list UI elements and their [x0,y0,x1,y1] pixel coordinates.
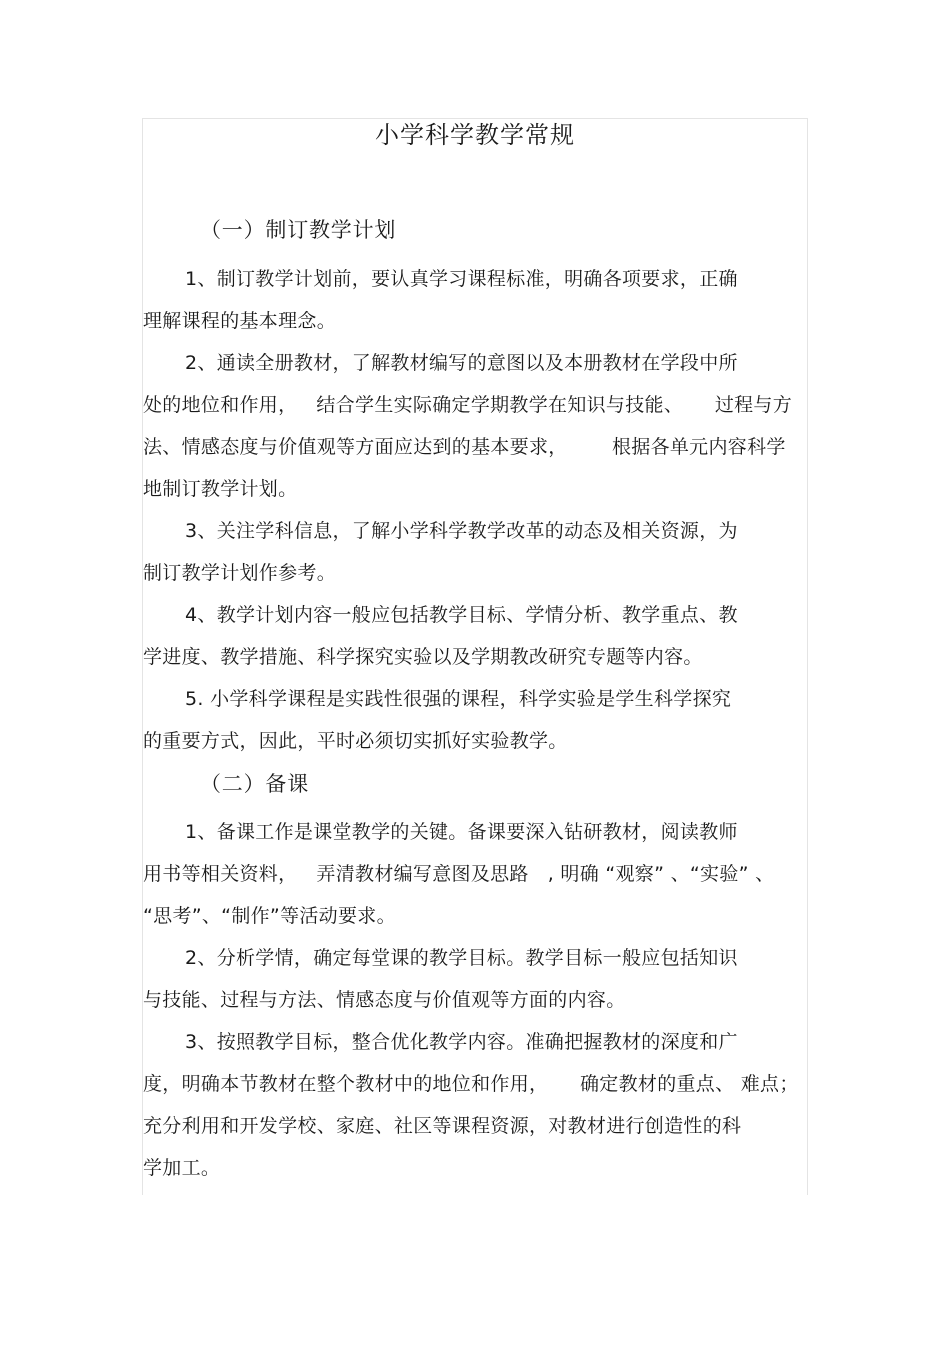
paragraph-line: 地制订教学计划。 [143,478,298,500]
paragraph-line: 的重要方式，因此，平时必须切实抓好实验教学。 [143,730,568,752]
paragraph-line: 学加工。 [143,1157,221,1179]
paragraph-line: 处的地位和作用， 结合学生实际确定学期教学在知识与技能、 过程与方 [143,394,793,416]
paragraph-line: 2、通读全册教材，了解教材编写的意图以及本册教材在学段中所 [185,352,738,374]
paragraph-line: 4、教学计划内容一般应包括教学目标、学情分析、教学重点、教 [185,604,738,626]
paragraph-line: 1、备课工作是课堂教学的关键。备课要深入钻研教材，阅读教师 [185,821,738,843]
paragraph-line: 2、分析学情，确定每堂课的教学目标。教学目标一般应包括知识 [185,947,738,969]
paragraph-line: 度，明确本节教材在整个教材中的地位和作用， 确定教材的重点、 难点； [143,1073,799,1095]
paragraph-line: 用书等相关资料， 弄清教材编写意图及思路 , 明确 “观察” 、“实验” 、 [143,863,775,885]
paragraph-line: 制订教学计划作参考。 [143,562,337,584]
paragraph-line: 充分利用和开发学校、家庭、社区等课程资源，对教材进行创造性的科 [143,1115,742,1137]
document-title: 小学科学教学常规 [375,121,575,149]
paragraph-line: 理解课程的基本理念。 [143,310,337,332]
paragraph-line: 与技能、过程与方法、情感态度与价值观等方面的内容。 [143,989,626,1011]
paragraph-line: 3、按照教学目标，整合优化教学内容。准确把握教材的深度和广 [185,1031,738,1053]
paragraph-line: 学进度、教学措施、科学探究实验以及学期教改研究专题等内容。 [143,646,703,668]
paragraph-line: “思考”、“制作”等活动要求。 [143,905,396,927]
paragraph-line: 5. 小学科学课程是实践性很强的课程，科学实验是学生科学探究 [185,688,732,710]
section-heading-prep: （二）备课 [200,772,309,796]
paragraph-line: 3、关注学科信息，了解小学科学教学改革的动态及相关资源，为 [185,520,738,542]
paragraph-line: 法、情感态度与价值观等方面应达到的基本要求， 根据各单元内容科学 [143,436,786,458]
paragraph-line: 1、制订教学计划前，要认真学习课程标准，明确各项要求，正确 [185,268,738,290]
section-heading-plan: （一）制订教学计划 [200,218,397,242]
